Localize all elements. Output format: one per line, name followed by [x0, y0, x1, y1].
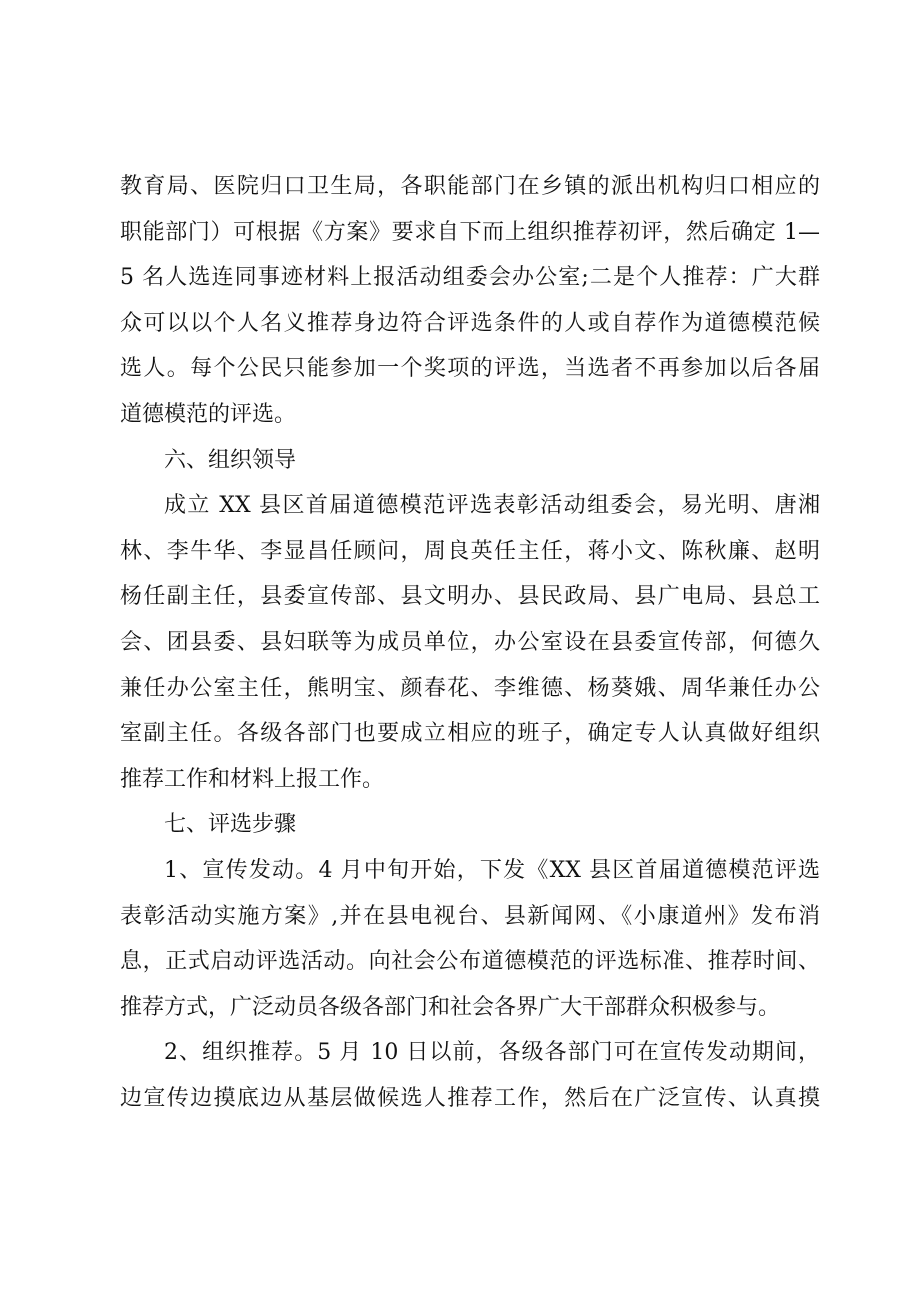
- text-line: 七、评选步骤: [164, 812, 297, 838]
- text-line: 职能部门）可根据《方案》要求自下而上组织推荐初评，然后确定 1—: [120, 219, 820, 245]
- text-line: 道德模范的评选。: [120, 401, 297, 427]
- text-line: 表彰活动实施方案》,并在县电视台、县新闻网、《小康道州》发布消: [120, 903, 820, 929]
- text-line: 2、组织推荐。5 月 10 日以前，各级各部门可在宣传发动期间，: [164, 1040, 820, 1066]
- text-line: 5 名人选连同事迹材料上报活动组委会办公室;二是个人推荐：广大群: [120, 265, 820, 291]
- text-line: 选人。每个公民只能参加一个奖项的评选，当选者不再参加以后各届: [120, 356, 820, 382]
- text-line: 杨任副主任，县委宣传部、县文明办、县民政局、县广电局、县总工: [120, 584, 820, 610]
- text-line: 边宣传边摸底边从基层做候选人推荐工作，然后在广泛宣传、认真摸: [120, 1085, 820, 1111]
- document-body: [120, 164, 820, 1121]
- text-line: 息，正式启动评选活动。向社会公布道德模范的评选标准、推荐时间、: [120, 949, 820, 975]
- text-line: 推荐工作和材料上报工作。: [120, 766, 385, 792]
- text-line: 推荐方式，广泛动员各级各部门和社会各界广大干部群众积极参与。: [120, 994, 781, 1020]
- text-line: 室副主任。各级各部门也要成立相应的班子，确定专人认真做好组织: [120, 721, 820, 747]
- text-line: 会、团县委、县妇联等为成员单位，办公室设在县委宣传部，何德久: [120, 629, 820, 655]
- text-line: 1、宣传发动。4 月中旬开始，下发《XX 县区首届道德模范评选: [164, 857, 820, 883]
- text-line: 六、组织领导: [164, 447, 297, 473]
- text-line: 兼任办公室主任，熊明宝、颜春花、李维德、杨葵娥、周华兼任办公: [120, 675, 820, 701]
- text-line: 林、李牛华、李显昌任顾问，周良英任主任，蒋小文、陈秋廉、赵明: [120, 538, 820, 564]
- text-line: 教育局、医院归口卫生局，各职能部门在乡镇的派出机构归口相应的: [120, 174, 820, 199]
- text-line: 众可以以个人名义推荐身边符合评选条件的人或自荐作为道德模范候: [120, 310, 820, 336]
- text-line: 成立 XX 县区首届道德模范评选表彰活动组委会，易光明、唐湘: [164, 493, 820, 519]
